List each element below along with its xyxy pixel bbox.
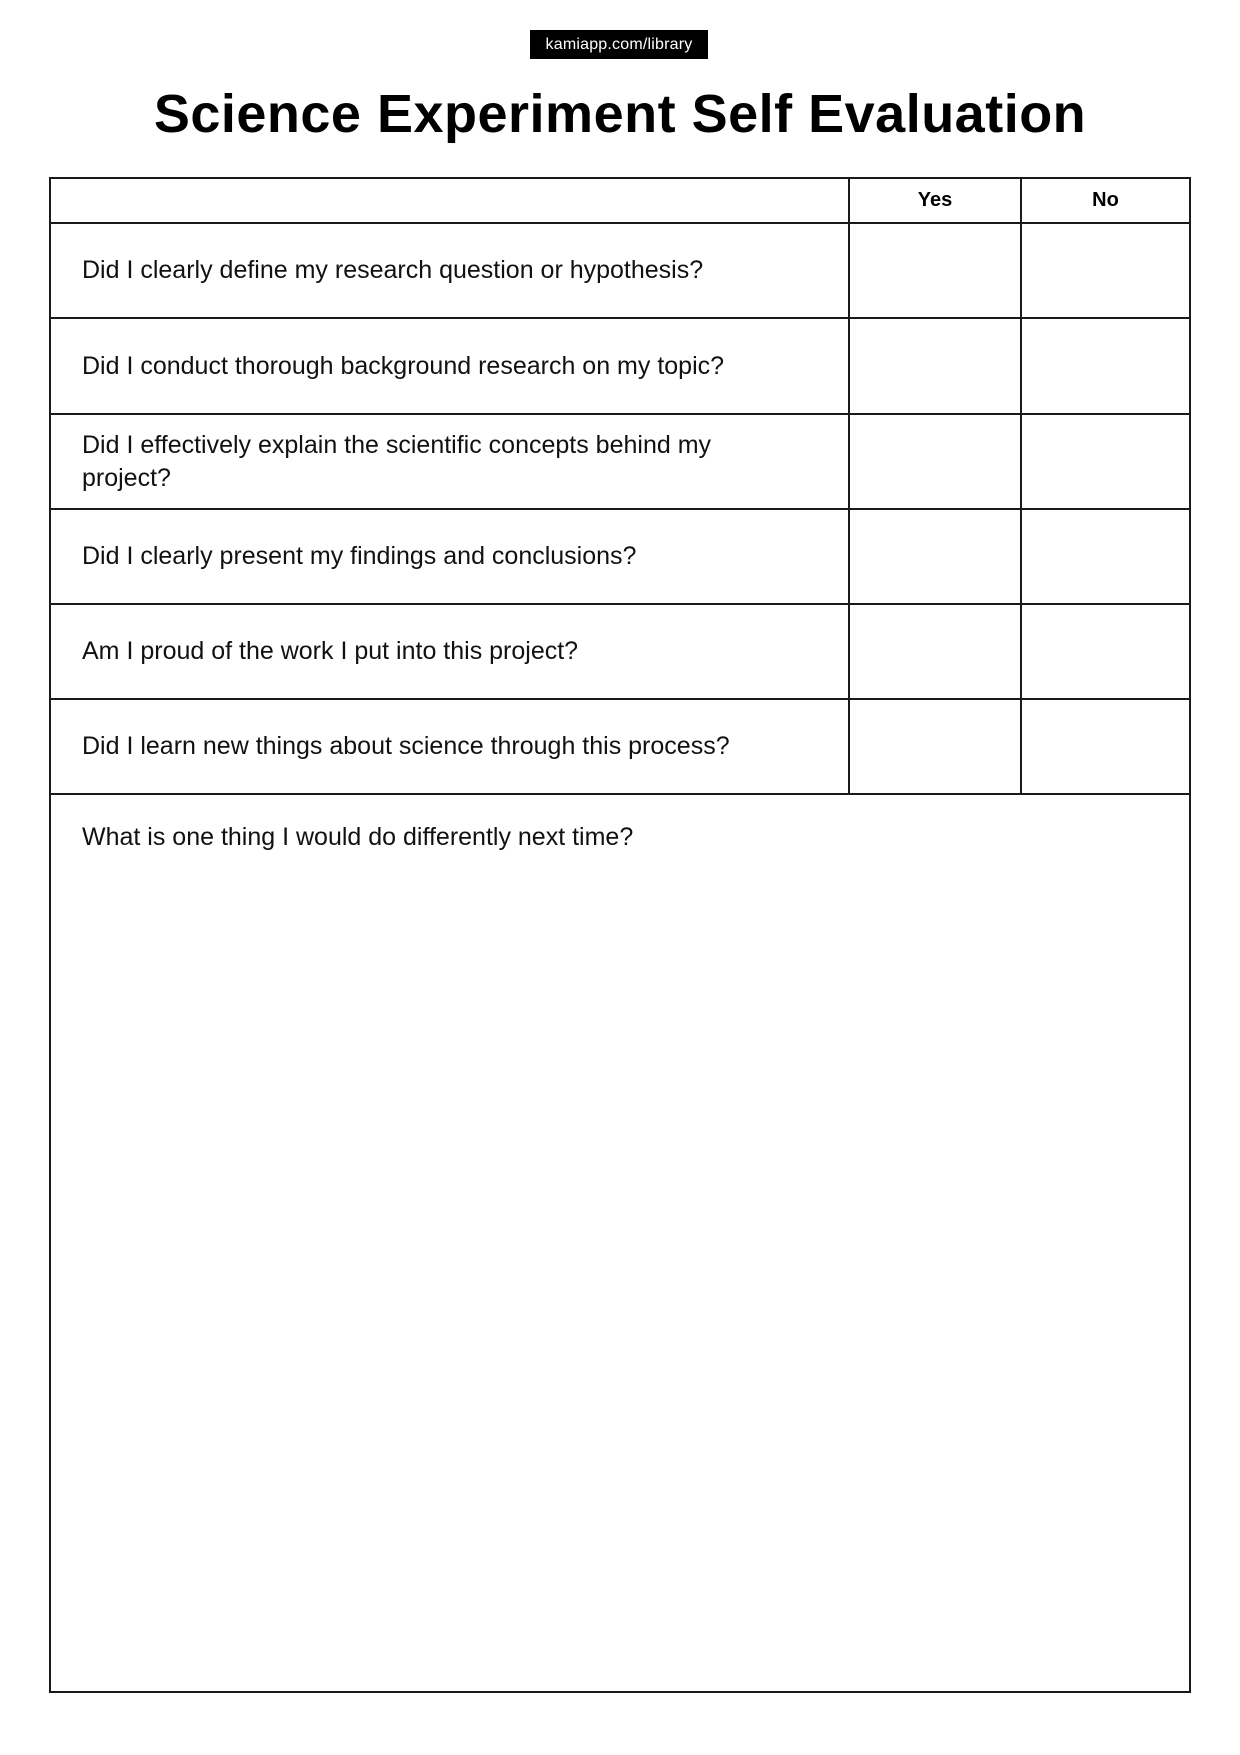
no-answer-box[interactable]	[1020, 319, 1189, 413]
yes-answer-box[interactable]	[848, 224, 1020, 317]
yes-answer-box[interactable]	[848, 605, 1020, 698]
header-question-cell	[51, 179, 848, 222]
header-no: No	[1020, 179, 1189, 222]
question-text: Did I conduct thorough background research on my topic?	[82, 351, 725, 380]
table-row	[51, 224, 1189, 319]
open-response-section	[51, 793, 1189, 1693]
evaluation-table	[49, 177, 1191, 1693]
question-text: Did I clearly define my research question or hypothesis?	[82, 256, 704, 284]
yes-answer-box[interactable]	[848, 319, 1020, 413]
table-row	[51, 605, 1189, 700]
table-row	[51, 319, 1189, 415]
source-badge: kamiapp.com/library	[530, 30, 708, 59]
question-text: Did I effectively explain the scientific concepts behind my project?	[82, 430, 712, 492]
open-answer-area[interactable]	[71, 873, 1169, 1673]
table-row	[51, 415, 1189, 510]
no-answer-box[interactable]	[1020, 700, 1189, 793]
question-text: Did I learn new things about science through this process?	[82, 732, 730, 760]
yes-answer-box[interactable]	[848, 700, 1020, 793]
no-answer-box[interactable]	[1020, 224, 1189, 317]
header-yes: Yes	[848, 179, 1020, 222]
page-title: Science Experiment Self Evaluation	[153, 84, 1087, 144]
yes-answer-box[interactable]	[848, 415, 1020, 508]
table-header-row	[51, 179, 1189, 224]
table-row	[51, 700, 1189, 795]
no-answer-box[interactable]	[1020, 605, 1189, 698]
yes-answer-box[interactable]	[848, 510, 1020, 603]
no-answer-box[interactable]	[1020, 510, 1189, 603]
table-row	[51, 510, 1189, 605]
open-question-label: What is one thing I would do differently next time?	[82, 823, 634, 851]
question-text: Am I proud of the work I put into this project?	[82, 637, 579, 665]
no-answer-box[interactable]	[1020, 415, 1189, 508]
question-text: Did I clearly present my findings and conclusions?	[82, 542, 637, 570]
